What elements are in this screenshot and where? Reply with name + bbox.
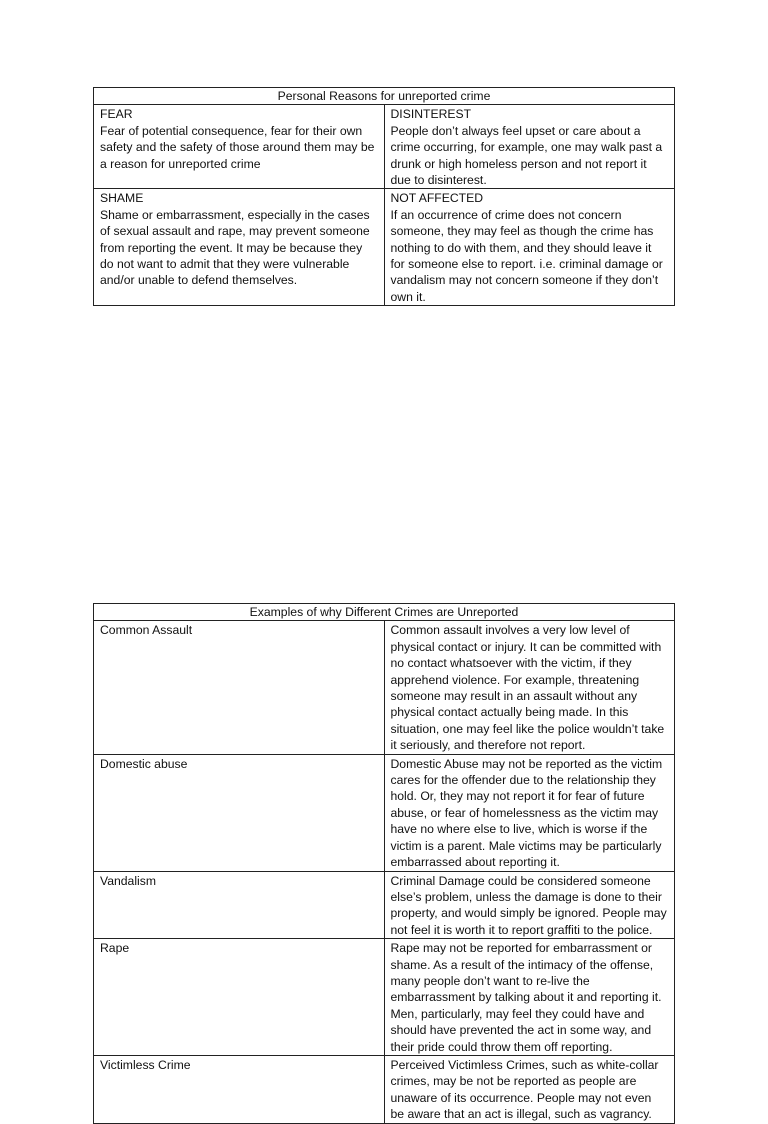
crime-reason: Rape may not be reported for embarrassment or shame. As a result of the intimacy of the offense, many people don’t want to re-live the embarrassment by talking about it and reporting it. Men, particularly, may feel they could have and should have prevented the act in some way, and their pride could throw them off reporting.: [384, 939, 675, 1056]
table-row: [94, 939, 675, 1056]
crime-examples-title: Examples of why Different Crimes are Unreported: [94, 604, 675, 621]
not-affected-cell: [384, 189, 675, 306]
crime-reason: Perceived Victimless Crimes, such as white-collar crimes, may be not be reported as people are unaware of its occurrence. People may not even be aware that an act is illegal, such as vagrancy.: [384, 1055, 675, 1123]
table-row: [94, 754, 675, 871]
crime-label: Common Assault: [94, 621, 385, 754]
crime-label: Vandalism: [94, 871, 385, 939]
fear-heading: FEAR: [100, 107, 133, 122]
crime-reason: Domestic Abuse may not be reported as the victim cares for the offender due to the relationship they hold. Or, they may not report it for fear of future abuse, or fear of homelessness as the victim may have no where else to live, which is worse if the victim is a parent. Male victims may be particularly embarrassed about reporting it.: [384, 754, 675, 871]
personal-reasons-title: Personal Reasons for unreported crime: [94, 88, 675, 105]
personal-reasons-table: [93, 87, 675, 306]
shame-cell: [94, 189, 385, 306]
shame-text: Shame or embarrassment, especially in the cases of sexual assault and rape, may prevent someone from reporting the event. It may be because they do not want to admit that they were vulnerable and/or unable to defend themselves.: [100, 207, 370, 288]
fear-text: Fear of potential consequence, fear for their own safety and the safety of those around them may be a reason for unreported crime: [100, 123, 375, 171]
not-affected-heading: NOT AFFECTED: [390, 191, 484, 206]
disinterest-text: People don’t always feel upset or care about a crime occurring, for example, one may walk past a drunk or high homeless person and not report it due to disinterest.: [390, 123, 663, 188]
shame-heading: SHAME: [100, 191, 144, 206]
crime-examples-table: [93, 603, 675, 1124]
table-row: [94, 871, 675, 939]
crime-label: Rape: [94, 939, 385, 1056]
disinterest-heading: DISINTEREST: [390, 107, 472, 122]
crime-label: Domestic abuse: [94, 754, 385, 871]
crime-label: Victimless Crime: [94, 1055, 385, 1123]
table-row: [94, 621, 675, 754]
disinterest-cell: [384, 105, 675, 189]
not-affected-text: If an occurrence of crime does not concern someone, they may feel as though the crime has nothing to do with them, and they should leave it for someone else to report. i.e. criminal damage or vandalism may not concern someone if they don’t own it.: [390, 207, 663, 304]
table-row: [94, 1055, 675, 1123]
crime-reason: Common assault involves a very low level of physical contact or injury. It can be committed with no contact whatsoever with the victim, if they apprehend violence. For example, threatening someone may result in an assault without any physical contact actually being made. In this situation, one may feel like the police wouldn’t take it seriously, and therefore not report.: [384, 621, 675, 754]
crime-reason: Criminal Damage could be considered someone else’s problem, unless the damage is done to their property, and would simply be ignored. People may not feel it is worth it to report graffiti to the police.: [384, 871, 675, 939]
fear-cell: [94, 105, 385, 189]
